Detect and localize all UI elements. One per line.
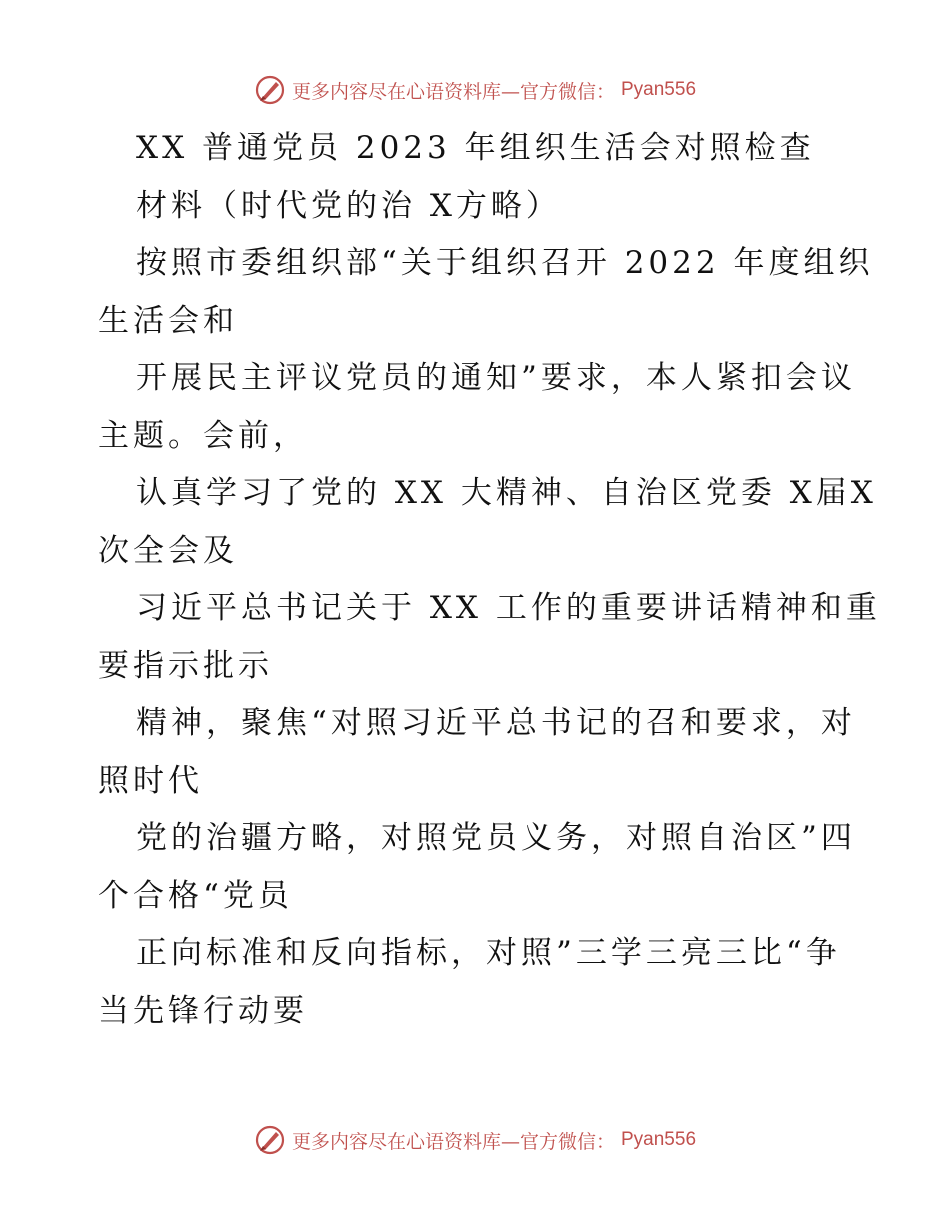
- text-line: 当先锋行动要: [98, 992, 308, 1029]
- text-line: 精神，聚焦“对照习近平总书记的召和要求，对: [136, 705, 856, 741]
- text-line: 次全会及: [98, 532, 238, 569]
- text-line: 习近平总书记关于 XX 工作的重要讲话精神和重: [136, 590, 881, 626]
- watermark-wechat-id: Pyan556: [621, 79, 697, 100]
- text-line: 开展民主评议党员的通知”要求，本人紧扣会议: [136, 360, 856, 396]
- text-line: 党的治疆方略，对照党员义务，对照自治区”四: [136, 820, 856, 856]
- text-line: 要指示批示: [98, 647, 273, 684]
- watermark-wechat-id: Pyan556: [621, 1129, 697, 1150]
- title-line-2: 材料（时代党的治 X方略）: [136, 187, 561, 224]
- quill-pen-logo-icon: [254, 74, 286, 106]
- header-watermark: [0, 74, 950, 106]
- quill-pen-logo-icon: [254, 1124, 286, 1156]
- title-line-1: XX 普通党员 2023 年组织生活会对照检查: [136, 130, 815, 166]
- text-line: 照时代: [98, 762, 203, 799]
- text-line: 认真学习了党的 XX 大精神、自治区党委 X届X: [136, 475, 877, 511]
- document-body: [98, 120, 881, 1040]
- text-line: 正向标准和反向指标，对照”三学三亮三比“争: [136, 935, 841, 971]
- watermark-text: 更多内容尽在心语资料库—官方微信：: [291, 80, 615, 103]
- watermark-text: 更多内容尽在心语资料库—官方微信：: [291, 1130, 615, 1153]
- footer-watermark: [0, 1124, 950, 1156]
- text-line: 生活会和: [98, 302, 238, 339]
- text-line: 个合格“党员: [98, 877, 293, 914]
- text-line: 主题。会前，: [98, 417, 308, 454]
- text-line: 按照市委组织部“关于组织召开 2022 年度组织: [136, 245, 874, 281]
